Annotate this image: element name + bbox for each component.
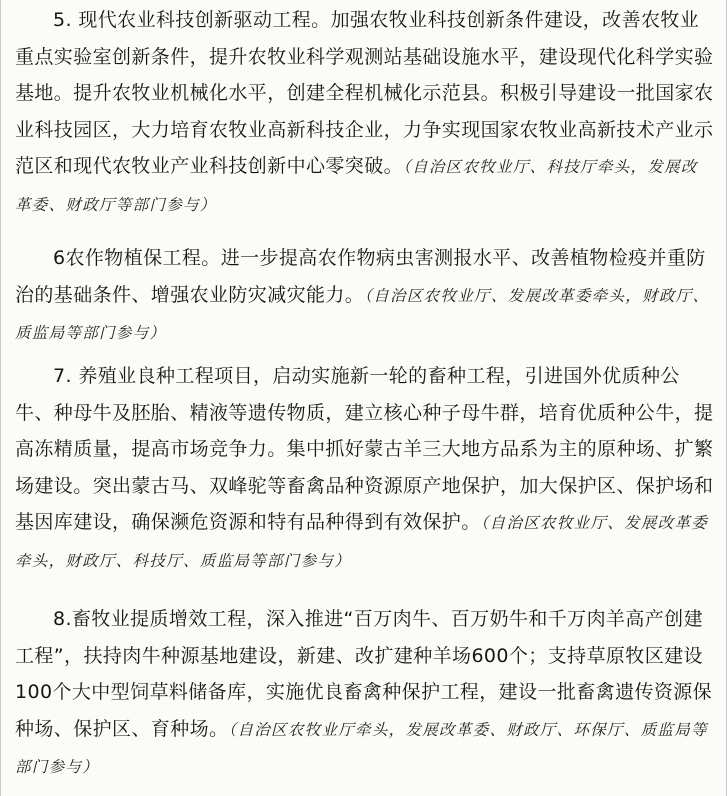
paragraph-8-responsible-depts: （自治区农牧业厅牵头，发展改革委、财政厅、环保厅、质监局等部门参与） xyxy=(15,720,708,777)
paragraph-6-text: 6农作物植保工程。进一步提高农作物病虫害测报水平、改善植物检疫并重防治的基础条件、增强农业防灾减灾能力。 xyxy=(15,247,706,306)
paragraph-5-modern-agri-tech xyxy=(15,2,714,224)
paragraph-7-livestock-breeding xyxy=(15,358,714,580)
paragraph-6-crop-protection xyxy=(15,240,714,352)
paragraph-6-responsible-depts: （自治区农牧业厅、发展改革委牵头，财政厅、质监局等部门参与） xyxy=(15,286,710,343)
paragraph-8-animal-husbandry xyxy=(15,601,714,786)
paragraph-7-text: 7. 养殖业良种工程项目，启动实施新一轮的畜种工程，引进国外优质种公牛、种母牛及胚胎、精液等遗传物质，建立核心种子母牛群，培育优质种公牛，提高冻精质量，提高市场竞争力。集中抓好蒙古羊三大地方品系为主的原种场、扩繁场建设。突出蒙古马、双峰驼等畜禽品种资源原产地保护，加大保护区、保护场和基因库建设，确保濒危资源和特有品种得到有效保护。 xyxy=(15,365,714,534)
paragraph-5-text: 5. 现代农业科技创新驱动工程。加强农牧业科技创新条件建设，改善农牧业重点实验室创新条件，提升农牧业科学观测站基础设施水平，建设现代化科学实验基地。提升农牧业机械化水平，创建全程机械化示范县。积极引导建设一批国家农业科技园区，大力培育农牧业高新科技企业，力争实现国家农牧业高新技术产业示范区和现代农牧业产业科技创新中心零突破。 xyxy=(15,9,714,178)
paragraph-7-responsible-depts: （自治区农牧业厅、发展改革委牵头，财政厅、科技厅、质监局等部门参与） xyxy=(15,514,709,570)
paragraph-8-text: 8.畜牧业提质增效工程，深入推进“百万肉牛、百万奶牛和千万肉羊高产创建工程”，扶持肉牛种源基地建设，新建、改扩建种羊场600个；支持草原牧区建设100个大中型饲草料储备库，实施优良畜禽种保护工程，建设一批畜禽遗传资源保种场、保护区、育种场。 xyxy=(15,608,713,740)
paragraph-5-responsible-depts: （自治区农牧业厅、科技厅牵头，发展改革委、财政厅等部门参与） xyxy=(15,158,698,214)
